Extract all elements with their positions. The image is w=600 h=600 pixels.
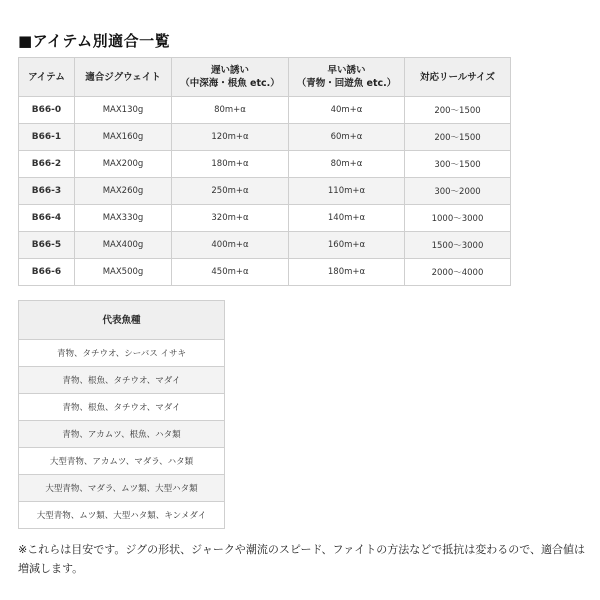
list-item <box>19 475 225 502</box>
footnote: ※これらは目安です。ジグの形状、ジャークや潮流のスピード、ファイトの方法などで抵抗は変わるので、適合値は増減します。 <box>18 543 586 575</box>
jig-weight-cell: MAX330g <box>75 205 172 232</box>
fish-species-cell: 大型青物、マダラ、ムツ類、大型ハタ類 <box>19 475 225 502</box>
table-row <box>19 232 511 259</box>
item-cell: B66-5 <box>19 232 75 259</box>
reel-cell: 300〜1500 <box>405 151 511 178</box>
header-slow-label: 遅い誘い <box>210 65 249 76</box>
item-cell: B66-0 <box>19 97 75 124</box>
table-row <box>19 259 511 286</box>
header-fast <box>289 58 405 97</box>
header-item <box>19 58 75 97</box>
fast-cell: 180m+α <box>289 259 405 286</box>
fast-cell: 40m+α <box>289 97 405 124</box>
list-item <box>19 502 225 529</box>
header-jig-weight <box>75 58 172 97</box>
slow-cell: 250m+α <box>172 178 289 205</box>
fish-species-cell: 青物、根魚、タチウオ、マダイ <box>19 394 225 421</box>
jig-weight-cell: MAX260g <box>75 178 172 205</box>
table-row <box>19 178 511 205</box>
reel-cell: 2000〜4000 <box>405 259 511 286</box>
slow-cell: 400m+α <box>172 232 289 259</box>
header-slow <box>172 58 289 97</box>
item-cell: B66-1 <box>19 124 75 151</box>
reel-cell: 1000〜3000 <box>405 205 511 232</box>
header-item-label: アイテム <box>28 71 65 83</box>
table-row <box>19 124 511 151</box>
fast-cell: 110m+α <box>289 178 405 205</box>
reel-cell: 300〜2000 <box>405 178 511 205</box>
fast-cell: 160m+α <box>289 232 405 259</box>
reel-cell: 1500〜3000 <box>405 232 511 259</box>
header-slow-sub: （中深海・根魚 etc.） <box>180 78 280 89</box>
spec-table <box>18 57 511 286</box>
fish-species-table <box>18 300 225 529</box>
header-reel-label: 対応リールサイズ <box>419 71 496 83</box>
fast-cell: 60m+α <box>289 124 405 151</box>
reel-cell: 200〜1500 <box>405 97 511 124</box>
fish-table-header-row <box>19 301 225 340</box>
fast-cell: 140m+α <box>289 205 405 232</box>
slow-cell: 320m+α <box>172 205 289 232</box>
fish-species-cell: 青物、タチウオ、シーバス イサキ <box>19 340 225 367</box>
item-cell: B66-6 <box>19 259 75 286</box>
jig-weight-cell: MAX500g <box>75 259 172 286</box>
header-reel <box>405 58 511 97</box>
slow-cell: 80m+α <box>172 97 289 124</box>
list-item <box>19 448 225 475</box>
fish-species-cell: 大型青物、アカムツ、マダラ、ハタ類 <box>19 448 225 475</box>
list-item <box>19 421 225 448</box>
fast-cell: 80m+α <box>289 151 405 178</box>
item-cell: B66-2 <box>19 151 75 178</box>
jig-weight-cell: MAX200g <box>75 151 172 178</box>
fish-species-cell: 青物、アカムツ、根魚、ハタ類 <box>19 421 225 448</box>
fish-table-header: 代表魚種 <box>19 301 225 340</box>
slow-cell: 120m+α <box>172 124 289 151</box>
jig-weight-cell: MAX160g <box>75 124 172 151</box>
fish-species-cell: 青物、根魚、タチウオ、マダイ <box>19 367 225 394</box>
header-fast-sub: （青物・回遊魚 etc.） <box>296 78 397 89</box>
header-jig-weight-label: 適合ジグウェイト <box>85 71 161 83</box>
page-title: ■アイテム別適合一覧 <box>18 32 171 50</box>
slow-cell: 180m+α <box>172 151 289 178</box>
table-row <box>19 151 511 178</box>
jig-weight-cell: MAX130g <box>75 97 172 124</box>
list-item <box>19 394 225 421</box>
item-cell: B66-4 <box>19 205 75 232</box>
item-cell: B66-3 <box>19 178 75 205</box>
table-row <box>19 97 511 124</box>
list-item <box>19 340 225 367</box>
list-item <box>19 367 225 394</box>
slow-cell: 450m+α <box>172 259 289 286</box>
table-row <box>19 205 511 232</box>
spec-table-header-row <box>19 58 511 97</box>
reel-cell: 200〜1500 <box>405 124 511 151</box>
jig-weight-cell: MAX400g <box>75 232 172 259</box>
header-fast-label: 早い誘い <box>327 65 366 76</box>
fish-species-cell: 大型青物、ムツ類、大型ハタ類、キンメダイ <box>19 502 225 529</box>
